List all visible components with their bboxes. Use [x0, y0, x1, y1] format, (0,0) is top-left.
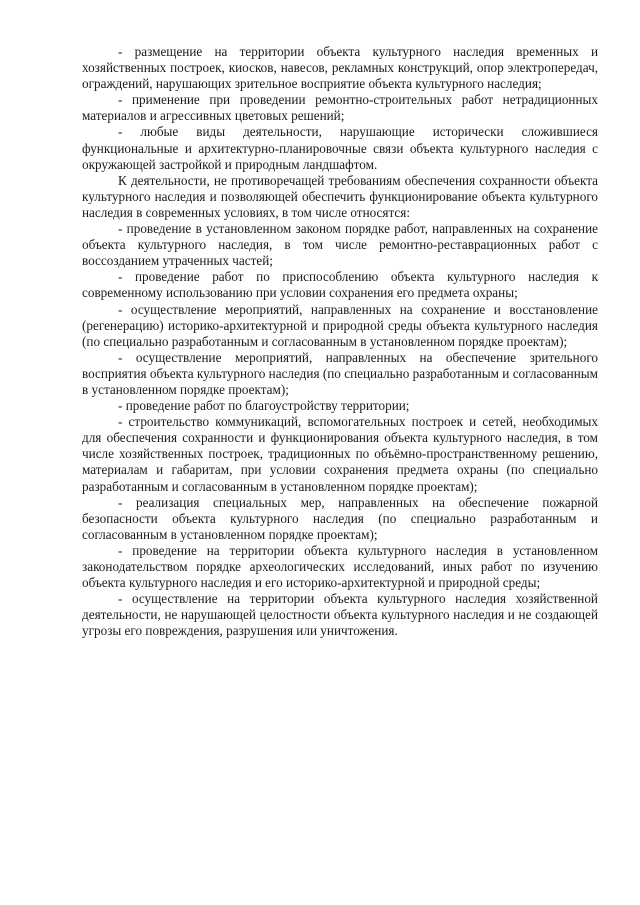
paragraph-permitted-activities-intro: К деятельности, не противоречащей требованиям обеспечения сохранности объекта культурного наследия и позволяющей обеспечить функционирование объекта культурного наследия в современных условиях, в том числе относятся: — [82, 172, 598, 220]
paragraph-archaeological-research: - проведение на территории объекта культурного наследия в установленном законодательством порядке археологических исследований, иных работ по изучению объекта культурного наследия и его историко-архитектурной и природной среды; — [82, 542, 598, 591]
paragraph-fire-safety: - реализация специальных мер, направленных на обеспечение пожарной безопасности объекта культурного наследия (по специально разработанным и согласованным в установленном порядке проектам); — [82, 494, 598, 542]
document-page — [82, 44, 598, 639]
paragraph-violating-activities: - любые виды деятельности, нарушающие исторически сложившиеся функциональные и архитектурно-планировочные связи объекта культурного наследия с окружающей застройкой и природным ландшафтом. — [82, 124, 598, 172]
paragraph-nontraditional-materials: - применение при проведении ремонтно-строительных работ нетрадиционных материалов и агрессивных цветовых решений; — [82, 92, 598, 124]
paragraph-preservation-works: - проведение в установленном законом порядке работ, направленных на сохранение объекта культурного наследия, в том числе ремонтно-реставрационных работ с воссозданием утраченных частей; — [82, 221, 598, 269]
paragraph-utilities-construction: - строительство коммуникаций, вспомогательных построек и сетей, необходимых для обеспечения сохранности и функционирования объекта культурного наследия, в том числе хозяйственных построек, традиционных по объёмно-пространственному решению, материалам и габаритам, при условии сохранения предмета охраны (по специально разработанным и согласованным в установленном порядке проектам); — [82, 414, 598, 494]
paragraph-adaptation-works: - проведение работ по приспособлению объекта культурного наследия к современному использованию при условии сохранения его предмета охраны; — [82, 269, 598, 301]
paragraph-environment-regeneration: - осуществление мероприятий, направленных на сохранение и восстановление (регенерацию) историко-архитектурной и природной среды объекта культурного наследия (по специально разработанным и согласованным в установленном порядке проектам); — [82, 301, 598, 349]
paragraph-landscaping: - проведение работ по благоустройству территории; — [118, 398, 410, 414]
paragraph-temporary-structures: - размещение на территории объекта культурного наследия временных и хозяйственных построек, киосков, навесов, рекламных конструкций, опор электропередач, ограждений, нарушающих зрительное восприятие объекта культурного наследия; — [82, 44, 598, 92]
paragraph-visual-perception: - осуществление мероприятий, направленных на обеспечение зрительного восприятия объекта культурного наследия (по специально разработанным и согласованным в установленном порядке проектам); — [82, 349, 598, 397]
paragraph-economic-activity: - осуществление на территории объекта культурного наследия хозяйственной деятельности, не нарушающей целостности объекта культурного наследия и не создающей угрозы его повреждения, разрушения или уничтожения. — [82, 591, 598, 639]
